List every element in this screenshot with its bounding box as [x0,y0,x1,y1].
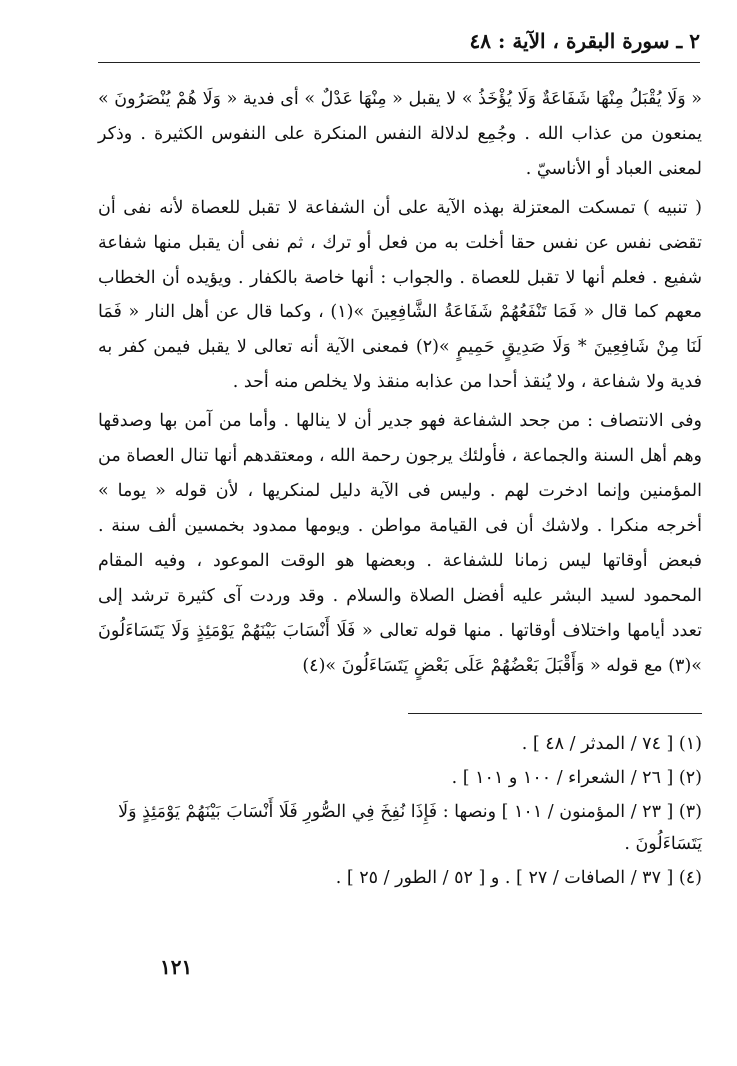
footnote-divider [408,713,702,714]
main-text [98,82,702,683]
footnote-2: (٢) [ ٢٦ / الشعراء / ١٠٠ و ١٠١ ] . [451,768,702,788]
footnotes [108,728,702,896]
paragraph-intisaf: وفى الانتصاف : من جحد الشفاعة فهو جدير أن لا ينالها . وأما من آمن بها وصدقها وهم أهل السنة والجماعة ، فأولئك يرجون رحمة الله ، ومعتقدهم أنها تنال العصاة من المؤمنين وإنما ادخرت لهم . وليس فى الآية دليل لمنكريها ، لأن قوله « يوما » أخرجه منكرا . ولاشك أن فى القيامة مواطن . ويومها ممدود بخمسين ألف سنة . فبعض أوقاتها ليس زمانا للشفاعة . وبعضها هو الوقت الموعود ، وفيه المقام المحمود لسيد البشر عليه أفضل الصلاة والسلام . وقد وردت آى كثيرة ترشد إلى تعدد أيامها واختلاف أوقاتها . منها قوله تعالى « فَلَا أَنْسَابَ بَيْنَهُمْ يَوْمَئِذٍ وَلَا يَتَسَاءَلُونَ »(٣) مع قوله « وَأَقْبَلَ بَعْضُهُمْ عَلَى بَعْضٍ يَتَسَاءَلُونَ »(٤) [98,411,702,676]
running-header: ٢ ـ سورة البقرة ، الآية : ٤٨ [469,29,700,53]
footnote-1: (١) [ ٧٤ / المدثر / ٤٨ ] . [521,734,702,754]
paragraph-verse-commentary: « وَلَا يُقْبَلُ مِنْهَا شَفَاعَةٌ وَلَا يُؤْخَذُ » لا يقبل « مِنْهَا عَدْلٌ » أى فدية « وَلَا هُمْ يُنْصَرُونَ » يمنعون من عذاب الله . وجُمِع لدلالة النفس المنكرة على النفوس الكثيرة . وذكر لمعنى العباد أو الأناسيّ . [98,89,702,179]
page-number: ١٢١ [160,955,193,979]
footnote-3: (٣) [ ٢٣ / المؤمنون / ١٠١ ] ونصها : فَإِذَا نُفِخَ فِي الصُّورِ فَلَا أَنْسَابَ بَيْنَهُمْ يَوْمَئِذٍ وَلَا يَتَسَاءَلُونَ . [118,802,702,854]
header-divider [98,62,700,63]
footnote-4: (٤) [ ٣٧ / الصافات / ٢٧ ] . و [ ٥٢ / الطور / ٢٥ ] . [335,868,702,888]
paragraph-note: ( تنبيه ) تمسكت المعتزلة بهذه الآية على أن الشفاعة لا تقبل للعصاة لأنه نفى أن تقضى نفس عن نفس حقا أخلت به من فعل أو ترك ، ثم نفى أن يقبل منها شفاعة شفيع . فعلم أنها لا تقبل للعصاة . والجواب : أنها خاصة بالكفار . ويؤيده أن الخطاب معهم كما قال « فَمَا تَنْفَعُهُمْ شَفَاعَةُ الشَّافِعِينَ »(١) ، وكما قال عن أهل النار « فَمَا لَنَا مِنْ شَافِعِينَ * وَلَا صَدِيقٍ حَمِيمٍ »(٢) فمعنى الآية أنه تعالى لا يقبل فيمن كفر به فدية ولا شفاعة ، ولا يُنقذ أحدا من عذابه منقذ ولا يخلص منه أحد . [98,197,702,393]
